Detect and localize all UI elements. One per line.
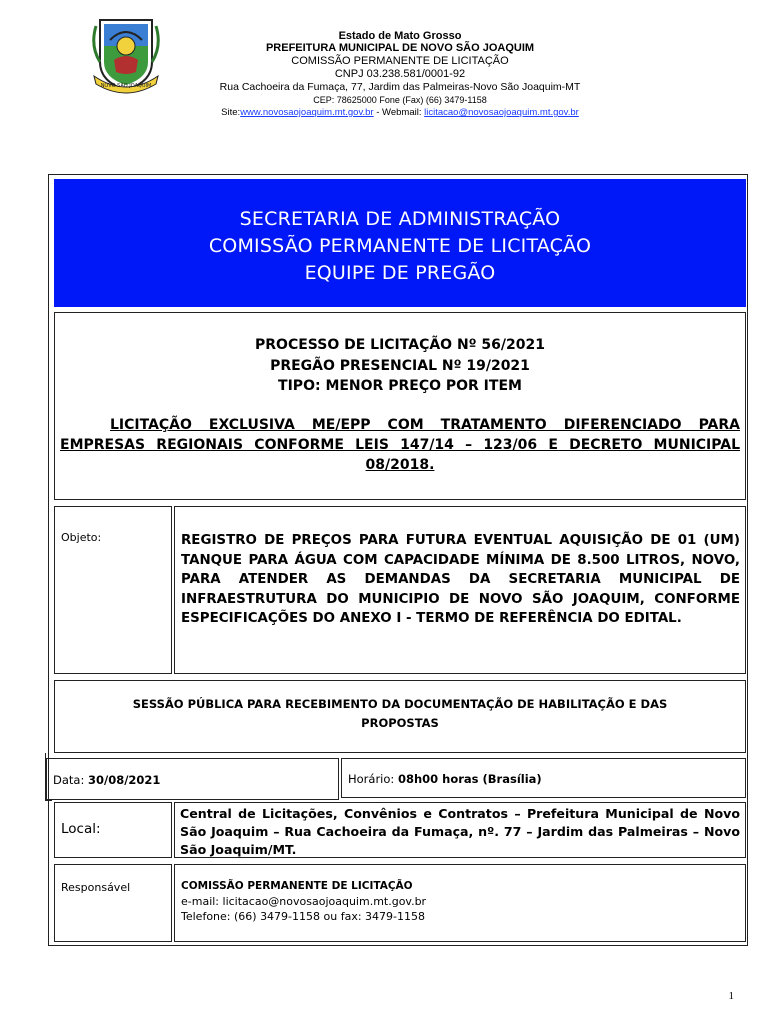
header-state: Estado de Mato Grosso	[338, 30, 462, 42]
banner-line-3: EQUIPE DE PREGÃO	[304, 262, 496, 284]
process-box	[54, 312, 746, 500]
responsavel-phone: Telefone: (66) 3479-1158 ou fax: 3479-1158	[181, 910, 425, 923]
municipal-crest-logo	[92, 16, 160, 94]
exclusive-notice: LICITAÇÃO EXCLUSIVA ME/EPP COM TRATAMENTO DIFERENCIADO PARA EMPRESAS REGIONAIS CONFORME LEIS 147/14 – 123/06 E DECRETO MUNICIPAL 08/2018.	[60, 417, 740, 473]
date-value: 30/08/2021	[88, 773, 161, 787]
header-commission: COMISSÃO PERMANENTE DE LICITAÇÃO	[291, 55, 509, 67]
date-cell-shadow	[45, 753, 52, 801]
responsavel-email: e-mail: licitacao@novosaojoaquim.mt.gov.br	[181, 895, 427, 908]
svg-text:NOVO SÃO JOAQUIM: NOVO SÃO JOAQUIM	[100, 83, 152, 89]
time-field	[348, 772, 542, 786]
page-number: 1	[728, 990, 734, 1002]
header-address: Rua Cachoeira da Fumaça, 77, Jardim das Palmeiras-Novo São Joaquim-MT	[219, 81, 581, 93]
date-cell	[46, 758, 339, 800]
responsavel-label-cell	[54, 864, 172, 942]
objeto-label-cell	[54, 506, 172, 674]
local-label: Local:	[61, 821, 101, 837]
time-label: Horário:	[348, 772, 398, 786]
process-type: TIPO: MENOR PREÇO POR ITEM	[278, 378, 522, 394]
time-cell	[341, 758, 746, 798]
session-text: SESSÃO PÚBLICA PARA RECEBIMENTO DA DOCUMENTAÇÃO DE HABILITAÇÃO E DAS PROPOSTAS	[132, 697, 668, 730]
site-label: Site:	[221, 107, 241, 118]
time-value: 08h00 horas (Brasília)	[397, 772, 542, 786]
site-link[interactable]: www.novosaojoaquim.mt.gov.br	[240, 107, 374, 118]
pregao-number: PREGÃO PRESENCIAL Nº 19/2021	[270, 358, 530, 374]
date-field	[53, 773, 160, 787]
responsavel-text-cell	[174, 864, 746, 942]
header-prefeitura: PREFEITURA MUNICIPAL DE NOVO SÃO JOAQUIM	[265, 42, 535, 54]
date-label: Data:	[53, 773, 88, 787]
header-cnpj: CNPJ 03.238.581/0001-92	[334, 68, 466, 80]
webmail-link[interactable]: licitacao@novosaojoaquim.mt.gov.br	[424, 107, 579, 118]
header-contacts	[190, 107, 610, 118]
title-banner	[54, 179, 746, 307]
local-text: Central de Licitações, Convênios e Contratos – Prefeitura Municipal de Novo São Joaquim – Rua Cachoeira da Fumaça, nº. 77 – Jardim das Palmeiras – Novo São Joaquim/MT.	[180, 806, 740, 857]
responsavel-name: COMISSÃO PERMANENTE DE LICITAÇÃO	[181, 880, 413, 892]
banner-line-2: COMISSÃO PERMANENTE DE LICITAÇÃO	[208, 235, 592, 257]
objeto-text-cell	[174, 506, 746, 674]
header-cep: CEP: 78625000 Fone (Fax) (66) 3479-1158	[313, 95, 487, 105]
banner-line-1: SECRETARIA DE ADMINISTRAÇÃO	[239, 208, 561, 230]
responsavel-label: Responsável	[61, 881, 131, 894]
process-number: PROCESSO DE LICITAÇÃO Nº 56/2021	[255, 337, 545, 353]
local-text-cell	[174, 802, 746, 858]
session-box	[54, 680, 746, 753]
objeto-label: Objeto:	[61, 531, 102, 544]
objeto-text: REGISTRO DE PREÇOS PARA FUTURA EVENTUAL AQUISIÇÃO DE 01 (UM) TANQUE PARA ÁGUA COM CAPACIDADE MÍNIMA DE 8.500 LITROS, NOVO, PARA ATENDER AS DEMANDAS DA SECRETARIA MUNICIPAL DE INFRAESTRUTURA DO MUNICIPIO DE NOVO SÃO JOAQUIM, CONFORME ESPECIFICAÇÕES DO ANEXO I - TERMO DE REFERÊNCIA DO EDITAL.	[181, 533, 740, 627]
webmail-label: - Webmail:	[373, 107, 425, 118]
local-label-cell	[54, 802, 172, 858]
